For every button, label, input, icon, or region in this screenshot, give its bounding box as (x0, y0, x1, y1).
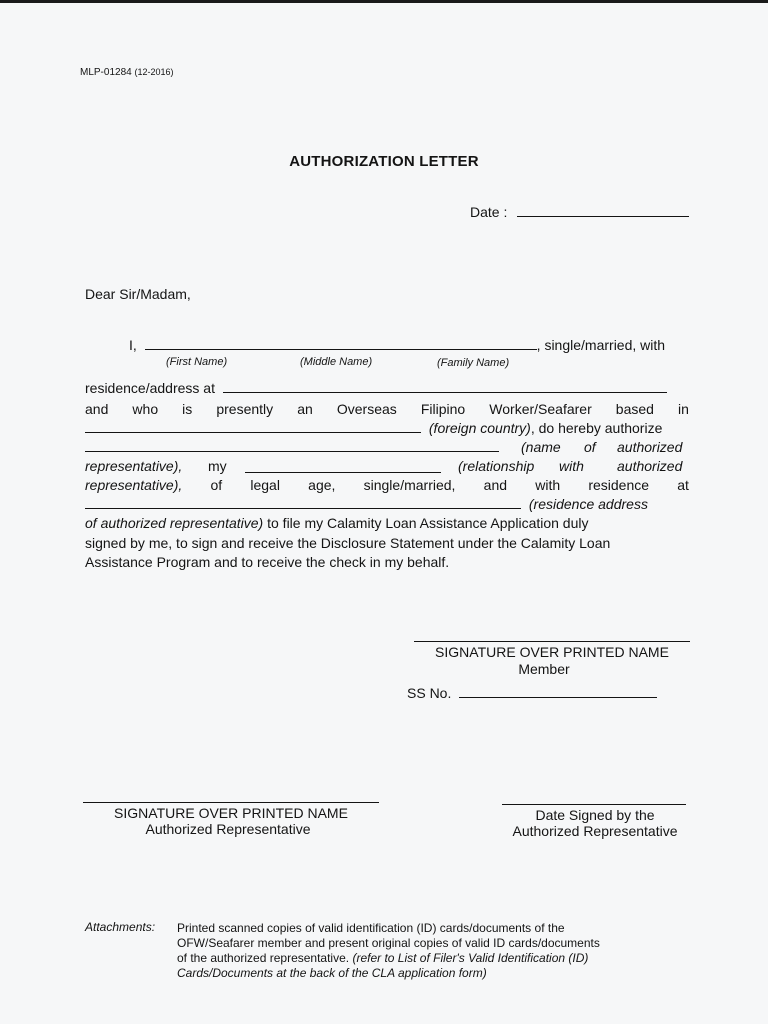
body-line-2 (85, 380, 667, 396)
word: Filipino (420, 401, 466, 417)
rep-signature-label: SIGNATURE OVER PRINTED NAME (114, 805, 348, 821)
member-signature-line[interactable] (414, 641, 690, 642)
authorized-label: authorized (617, 439, 683, 455)
date-field (470, 204, 689, 220)
word: Overseas (336, 401, 397, 417)
my-label: my (208, 458, 227, 474)
with-label: with (559, 458, 584, 474)
body-line-8 (85, 496, 648, 512)
word: who (132, 401, 159, 417)
middle-name-label: (Middle Name) (300, 356, 373, 368)
date-signed-label-2: Authorized Representative (512, 823, 678, 839)
body-line-1 (129, 337, 665, 353)
authorized-label-2: authorized (617, 458, 683, 474)
body-line-4 (85, 420, 662, 436)
relationship-label: (relationship (458, 458, 535, 474)
rep-residence-label-cont: of authorized representative) (85, 515, 264, 531)
word: in (678, 401, 689, 417)
member-label: Member (518, 661, 570, 677)
representative-label-2: representative), (85, 477, 183, 493)
ss-number-field (407, 685, 657, 701)
page-title: AUTHORIZATION LETTER (289, 153, 479, 170)
word: at (677, 477, 689, 493)
date-label: Date : (470, 204, 508, 220)
word: age, (308, 477, 336, 493)
attachments-text: of the authorized representative. (177, 951, 353, 965)
word: and (483, 477, 508, 493)
attachments-note: (refer to List of Filer's Valid Identification (ID) (352, 951, 589, 965)
attachments-line-2: OFW/Seafarer member and present original copies of valid ID cards/documents (177, 936, 600, 950)
relationship-input-line[interactable] (245, 472, 441, 473)
date-signed-line[interactable] (502, 804, 686, 805)
word: presently (216, 401, 274, 417)
form-code-number: MLP-01284 (80, 67, 132, 78)
ss-number-input-line[interactable] (459, 697, 657, 698)
body-line-3 (85, 401, 689, 417)
word: Worker/Seafarer (489, 401, 592, 417)
rep-label: Authorized Representative (145, 821, 311, 837)
foreign-country-label: (foreign country) (428, 420, 531, 436)
authorized-rep-name-input-line[interactable] (85, 451, 499, 452)
representative-label: representative), (85, 458, 183, 474)
body-line-10: signed by me, to sign and receive the Disclosure Statement under the Calamity Loan (85, 535, 611, 551)
rep-signature-line[interactable] (83, 802, 379, 803)
civil-status-text: , single/married, with (536, 337, 666, 353)
salutation: Dear Sir/Madam, (85, 286, 191, 302)
residence-address-label: residence/address at (85, 380, 215, 396)
body-line-7 (85, 477, 689, 493)
body-line-9 (85, 515, 589, 531)
hereby-authorize-text: , do hereby authorize (530, 420, 663, 436)
first-name-label: (First Name) (166, 356, 228, 368)
body-line-11: Assistance Program and to receive the check in my behalf. (85, 554, 450, 570)
form-code-date: (12-2016) (134, 67, 174, 77)
of-label: of (584, 439, 596, 455)
body-line-5 (85, 439, 689, 455)
ss-number-label: SS No. (407, 685, 452, 701)
form-code (80, 67, 174, 78)
full-name-input-line[interactable] (145, 349, 537, 350)
rep-residence-input-line[interactable] (85, 508, 521, 509)
word: residence (588, 477, 650, 493)
family-name-label: (Family Name) (437, 357, 510, 369)
pronoun-i: I, (129, 337, 137, 353)
attachments-label: Attachments: (85, 920, 156, 934)
attachments-line-3 (177, 951, 588, 965)
word: with (535, 477, 561, 493)
word: based (615, 401, 654, 417)
body-text: to file my Calamity Loan Assistance Application duly (263, 515, 589, 531)
date-input-line[interactable] (517, 216, 689, 217)
body-line-6 (85, 458, 689, 474)
word: single/married, (363, 477, 456, 493)
word: legal (250, 477, 280, 493)
word: of (210, 477, 223, 493)
word: and (85, 401, 109, 417)
date-signed-label: Date Signed by the (535, 807, 655, 823)
foreign-country-input-line[interactable] (85, 432, 421, 433)
word: an (297, 401, 313, 417)
rep-residence-label: (residence address (528, 496, 648, 512)
word: is (182, 401, 193, 417)
attachments-line-1: Printed scanned copies of valid identification (ID) cards/documents of the (177, 921, 565, 935)
name-of-label: (name (521, 439, 561, 455)
scan-top-edge (0, 0, 768, 3)
attachments-line-4: Cards/Documents at the back of the CLA application form) (177, 966, 487, 980)
member-signature-label: SIGNATURE OVER PRINTED NAME (435, 644, 669, 660)
residence-address-input-line[interactable] (223, 392, 667, 393)
